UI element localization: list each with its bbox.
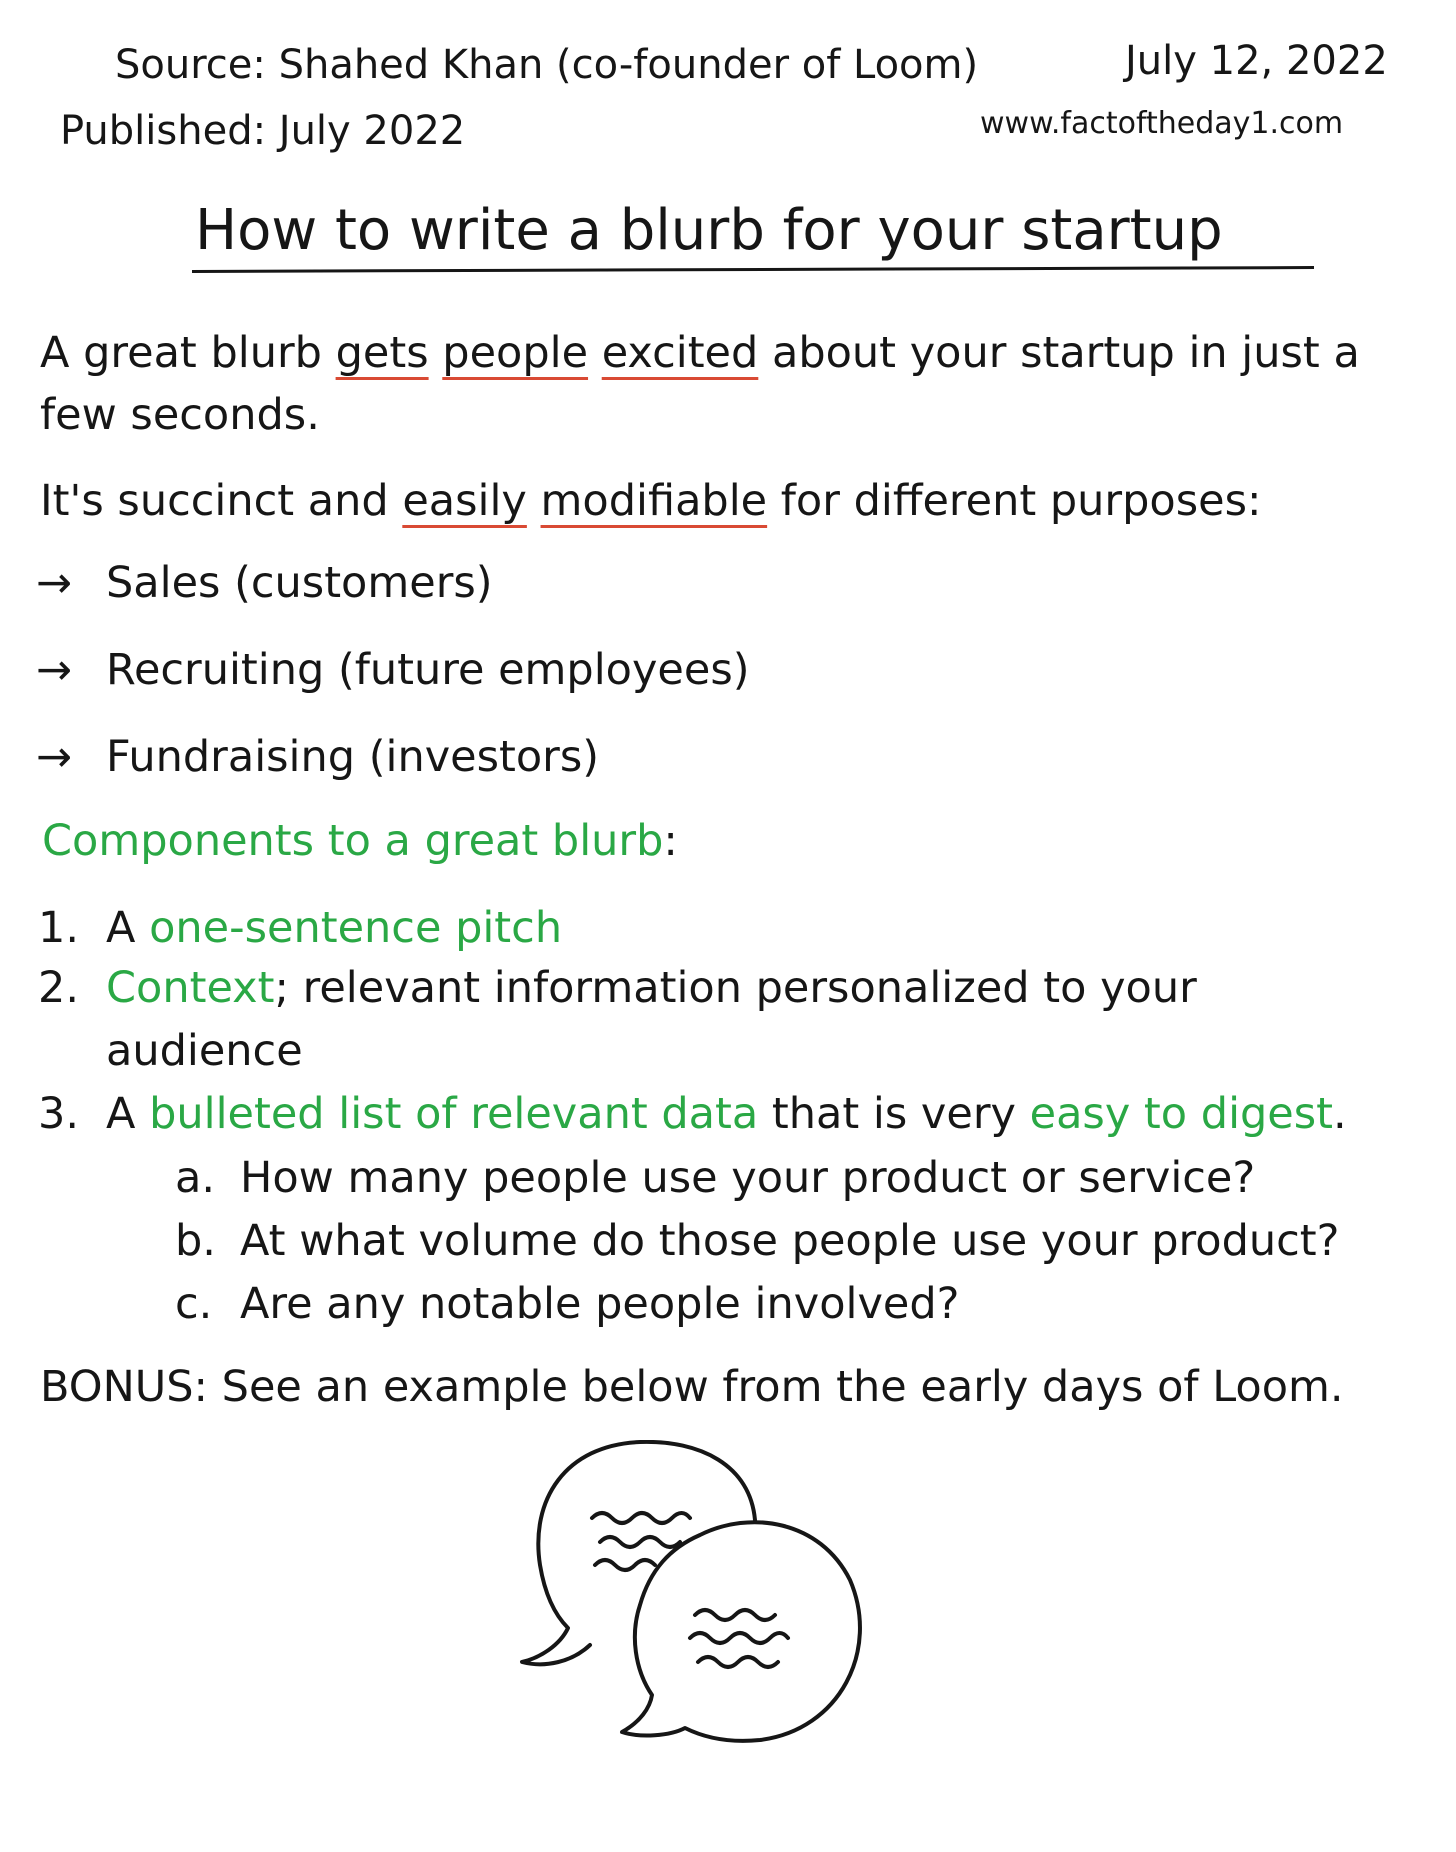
sub-item-letter: c. <box>175 1279 213 1329</box>
item-text-end: . <box>1333 1089 1347 1139</box>
sub-item-b <box>175 1216 1339 1266</box>
emphasis-easily: easily <box>402 476 527 526</box>
arrow-right-icon: → <box>36 558 73 608</box>
item-highlight: one-sentence pitch <box>149 903 563 953</box>
source-line <box>115 42 978 88</box>
emphasis-modifiable: modifiable <box>540 476 768 526</box>
speech-bubbles-icon <box>510 1440 910 1770</box>
item-highlight-2: easy to digest <box>1029 1089 1334 1139</box>
components-heading <box>42 816 678 866</box>
emphasis-gets: gets <box>335 328 429 378</box>
components-heading-colon: : <box>663 816 678 866</box>
purposes-text-end: for different purposes: <box>767 476 1262 526</box>
item-text-lead: A <box>106 903 150 953</box>
purpose-text: Recruiting (future employees) <box>106 645 750 695</box>
published-line <box>60 108 465 154</box>
sub-item-letter: b. <box>175 1216 216 1266</box>
sub-item-text: How many people use your product or service? <box>240 1153 1256 1203</box>
arrow-right-icon: → <box>36 732 73 782</box>
published-label: Published: <box>60 108 267 154</box>
item-number: 3. <box>38 1089 80 1139</box>
source-value: Shahed Khan (co-founder of Loom) <box>278 42 979 88</box>
page-title: How to write a blurb for your startup <box>195 198 1223 263</box>
item-number: 1. <box>38 903 80 953</box>
item-highlight: bulleted list of relevant data <box>149 1089 759 1139</box>
item-text <box>106 1089 1347 1139</box>
intro-text: A great blurb <box>40 328 336 378</box>
purposes-intro <box>40 470 1430 532</box>
item-text-continued: audience <box>106 1026 303 1076</box>
item-text-body: that is very <box>758 1089 1030 1139</box>
intro-text-end: about your startup in just a few seconds. <box>40 328 1360 440</box>
purpose-item-sales <box>36 558 493 608</box>
purpose-text: Sales (customers) <box>106 558 493 608</box>
item-number: 2. <box>38 963 80 1013</box>
item-highlight: Context <box>106 963 275 1013</box>
sub-item-text: Are any notable people involved? <box>240 1279 960 1329</box>
purpose-item-fundraising <box>36 732 599 782</box>
sub-item-text: At what volume do those people use your product? <box>240 1216 1340 1266</box>
arrow-right-icon: → <box>36 645 73 695</box>
item-text <box>106 903 562 953</box>
purposes-text: It's succinct and <box>40 476 403 526</box>
header-date: July 12, 2022 <box>1125 38 1388 84</box>
bonus-line: BONUS: See an example below from the early days of Loom. <box>40 1362 1344 1412</box>
published-value: July 2022 <box>278 108 466 154</box>
components-heading-text: Components to a great blurb <box>42 816 664 866</box>
source-label: Source: <box>115 42 266 88</box>
website-link[interactable]: www.factoftheday1.com <box>980 106 1344 141</box>
sub-item-a <box>175 1153 1255 1203</box>
purpose-item-recruiting <box>36 645 750 695</box>
item-text-lead: A <box>106 1089 150 1139</box>
intro-paragraph <box>40 322 1430 446</box>
purpose-text: Fundraising (investors) <box>106 732 600 782</box>
title-underline <box>192 266 1314 273</box>
emphasis-people: people <box>442 328 589 378</box>
sub-item-c <box>175 1279 959 1329</box>
item-text <box>106 963 1197 1013</box>
emphasis-excited: excited <box>601 328 759 378</box>
item-text-body: ; relevant information personalized to your <box>274 963 1197 1013</box>
sub-item-letter: a. <box>175 1153 216 1203</box>
